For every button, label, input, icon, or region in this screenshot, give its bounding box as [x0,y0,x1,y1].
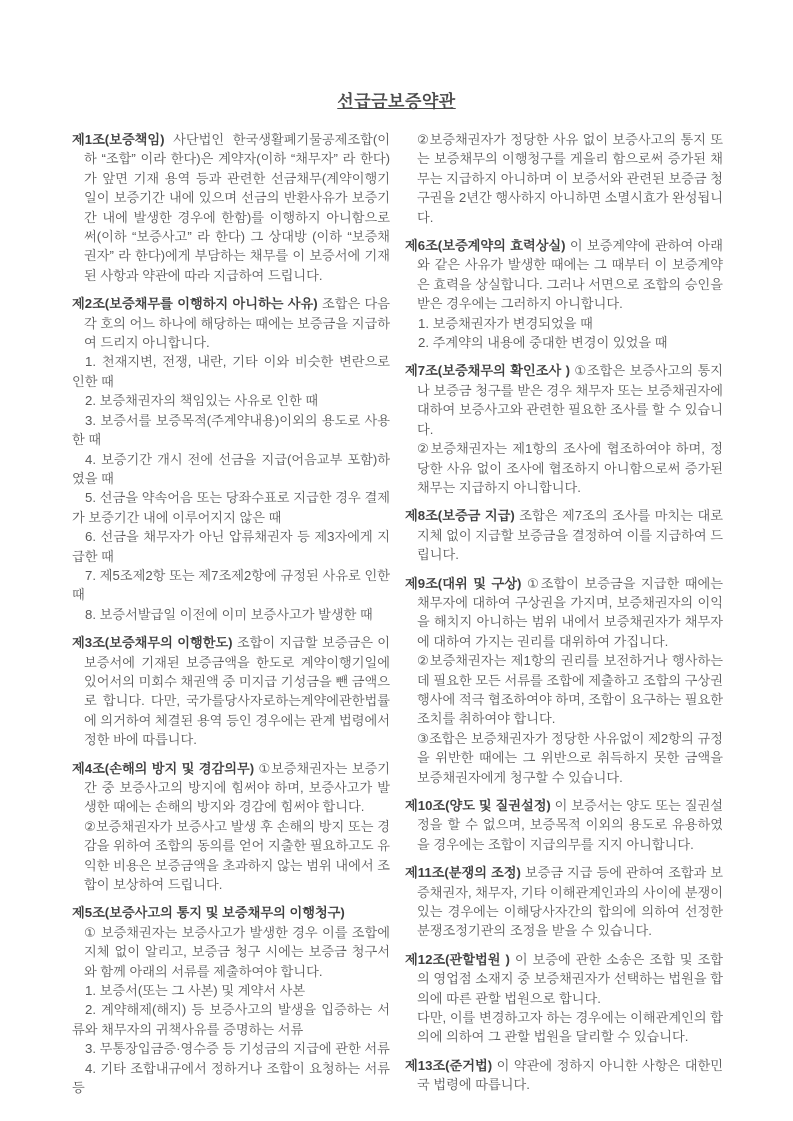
article-heading: 제3조(보증채무의 이행한도) [72,635,233,651]
article-paragraph: ②보증채권자가 정당한 사유 없이 보증사고의 통지 또는 보증채무의 이행청구를 게을리 함으로써 증가된 채무는 지급하지 아니하며 이 보증서와 관련된 보증금 청구권을 2년간 행사하지 아니하면 소멸시효가 완성됩니다. [417,132,723,225]
article-first-paragraph: 제8조(보증금 지급) 조합은 제7조의 조사를 마치는 대로 지체 없이 지급할 보증금을 결정하여 이를 지급하여 드립니다. [405,508,723,563]
article-first-paragraph: 제2조(보증채무를 이행하지 아니하는 사유) 조합은 다음 각 호의 어느 하나에 해당하는 때에는 보증금을 지급하여 드리지 아니합니다. [72,296,390,351]
article-heading: 제1조(보증책임) [72,132,165,147]
article [405,130,723,227]
document-columns [0,130,793,1107]
article [72,294,390,624]
column-right [405,130,723,1104]
article [72,633,390,749]
article [405,574,723,787]
article-paragraph: 다만, 이를 변경하고자 하는 경우에는 이해관계인의 합의에 의하여 그 관할 법원을 달리할 수 있습니다. [417,1010,723,1045]
article [405,950,723,1047]
article-heading: 제6조(보증계약의 효력상실) [405,238,566,254]
article-paragraph: ②보증채권자는 제1항의 조사에 협조하여야 하며, 정당한 사유 없이 조사에 협조하지 아니함으로써 증가된 채무는 지급하지 아니합니다. [417,441,723,495]
article-paragraph: ③조합은 보증채권자가 정당한 사유없이 제2항의 규정을 위반한 때에는 그 위반으로 취득하지 못한 금액을 보증채권자에게 청구할 수 있습니다. [417,730,723,785]
article [405,506,723,564]
article-first-paragraph: 제11조(분쟁의 조정) 보증금 지급 등에 관하여 조합과 보증채권자, 채무자, 기타 이해관계인과의 사이에 분쟁이 있는 경우에는 이해당사자간의 합의에 의하여 선정한 분쟁조정기관의 조정을 받을 수 있습니다. [405,865,723,939]
article-paragraph: ① 보증채권자는 보증사고가 발생한 경우 이를 조합에 지체 없이 알리고, 보증금 청구 시에는 보증금 청구서와 함께 아래의 서류를 제출하여야 합니다. [84,924,390,979]
article-heading: 제7조(보증채무의 확인조사 ) [405,363,570,379]
article-paragraph: ②보증채권자는 제1항의 권리를 보전하거나 행사하는데 필요한 모든 서류를 조합에 제출하고 조합의 구상권 행사에 적극 협조하여야 하며, 조합이 요구하는 필요한 조치를 취하여야 합니다. [417,653,723,727]
article-heading: 제8조(보증금 지급) [405,508,515,524]
article-item: 4. 보증기간 개시 전에 선금을 지급(어음교부 포함)하였을 때 [72,451,390,486]
article-first-paragraph: 제4조(손해의 방지 및 경감의무) ①보증채권자는 보증기간 중 보증사고의 방지에 힘써야 하며, 보증사고가 발생한 때에는 손해의 방지와 경감에 힘써야 합니다. [72,760,390,815]
article [405,863,723,941]
article-heading: 제12조(관할법원 ) [405,951,510,967]
article-item: 4. 기타 조합내규에서 정하거나 조합이 요청하는 서류 등 [72,1060,390,1096]
article-first-paragraph: 제13조(준거법) 이 약관에 정하지 아니한 사항은 대한민국 법령에 따릅니다. [405,1057,723,1093]
article-heading: 제2조(보증채무를 이행하지 아니하는 사유) [72,296,318,312]
column-left [72,130,390,1107]
article [72,130,390,285]
article-item: 2. 계약해제(해지) 등 보증사고의 발생을 입증하는 서류와 채무자의 귀책사유를 증명하는 서류 [72,1002,390,1037]
article-item: 1. 보증서(또는 그 사본) 및 계약서 사본 [85,983,306,999]
article [405,796,723,854]
article-first-paragraph: 제10조(양도 및 질권설정) 이 보증서는 양도 또는 질권설정을 할 수 없으며, 보증목적 이외의 용도로 유용하였을 경우에는 조합이 지급의무를 지지 아니합니다. [405,798,723,852]
article-first-paragraph: 제7조(보증채무의 확인조사 ) ①조합은 보증사고의 통지나 보증금 청구를 받은 경우 채무자 또는 보증채권자에 대하여 보증사고와 관련한 필요한 조사를 할 수 있습니다. [405,363,723,437]
article-item: 2. 주계약의 내용에 중대한 변경이 있었을 때 [418,335,668,351]
article-item: 1. 천재지변, 전쟁, 내란, 기타 이와 비슷한 변란으로 인한 때 [72,354,390,389]
article-item: 7. 제5조제2항 또는 제7조제2항에 규정된 사유로 인한 때 [72,567,390,603]
article-heading: 제5조(보증사고의 통지 및 보증채무의 이행청구) [72,905,345,921]
article-heading: 제13조(준거법) [405,1057,493,1073]
article-first-paragraph: 제12조(관할법원 ) 이 보증에 관한 소송은 조합 및 조합의 영업점 소재지 중 보증채권자가 선택하는 법원을 합의에 따른 관할 법원으로 합니다. [405,951,723,1006]
article [405,1056,723,1095]
article-first-paragraph: 제9조(대위 및 구상) ①조합이 보증금을 지급한 때에는 채무자에 대하여 구상권을 가지며, 보증채권자의 이익을 해치지 아니하는 범위 내에서 보증채권자가 채무자에 대하여 가지는 권리를 대위하여 가집니다. [405,575,723,649]
article-item: 1. 보증채권자가 변경되었을 때 [418,315,593,331]
article [405,361,723,497]
article-item: 8. 보증서발급일 이전에 이미 보증사고가 발생한 때 [85,606,373,622]
article [72,903,390,1097]
article-paragraph: ②보증채권자가 보증사고 발생 후 손해의 방지 또는 경감을 위하여 조합의 동의를 얻어 지출한 필요하고도 유익한 비용은 보증금액을 초과하지 않는 범위 내에서 조합이 보상하여 드립니다. [84,818,390,893]
article-first-paragraph: 제1조(보증책임) 사단법인 한국생활폐기물공제조합(이하 “조합” 이라 한다)은 계약자(이하 “채무자” 라 한다)가 앞면 기재 용역 등과 관련한 선금채무(계약이행기일이 보증기간 내에 있으며 선금의 반환사유가 보증기간 내에 발생한 경우에 한함)를 이행하지 아니함으로써(이하 “보증사고” 라 한다) 그 상대방 (이하 “보증채권자” 라 한다)에게 부담하는 채무를 이 보증서에 기재된 사항과 약관에 따라 지급하여 드립니다. [72,132,390,283]
article-heading: 제10조(양도 및 질권설정) [405,798,551,813]
article [72,759,390,895]
article-item: 2. 보증채권자의 책임있는 사유로 인한 때 [85,393,319,409]
article-heading-line [72,903,390,922]
article-item: 3. 보증서를 보증목적(주계약내용)이외의 용도로 사용한 때 [72,412,390,448]
article-heading: 제11조(분쟁의 조정) [405,865,521,881]
article-heading: 제9조(대위 및 구상) [405,575,522,591]
article-item: 6. 선금을 채무자가 아닌 압류채권자 등 제3자에게 지급한 때 [72,529,390,564]
article-first-paragraph: 제6조(보증계약의 효력상실) 이 보증계약에 관하여 아래와 같은 사유가 발생한 때에는 그 때부터 이 보증계약은 효력을 상실합니다. 그러나 서면으로 조합의 승인을 받은 경우에는 그러하지 아니합니다. [405,238,723,312]
document-title: 선급금보증약관 [337,92,456,111]
article-first-paragraph: 제3조(보증채무의 이행한도) 조합이 지급할 보증금은 이 보증서에 기재된 보증금액을 한도로 계약이행기일에 있어서의 미회수 채권액 중 미지급 기성금을 뺀 금액으로 합니다. 다만, 국가를당사자로하는계약에관한법률에 의거하여 체결된 용역 등인 경우에는 관계 법령에서 정한 바에 따릅니다. [72,635,390,748]
article-heading: 제4조(손해의 방지 및 경감의무) [72,760,255,776]
article-item: 5. 선금을 약속어음 또는 당좌수표로 지급한 경우 결제가 보증기간 내에 이루어지지 않은 때 [72,490,390,525]
article [405,236,723,352]
article-item: 3. 무통장입금증·영수증 등 기성금의 지급에 관한 서류 [85,1041,390,1057]
